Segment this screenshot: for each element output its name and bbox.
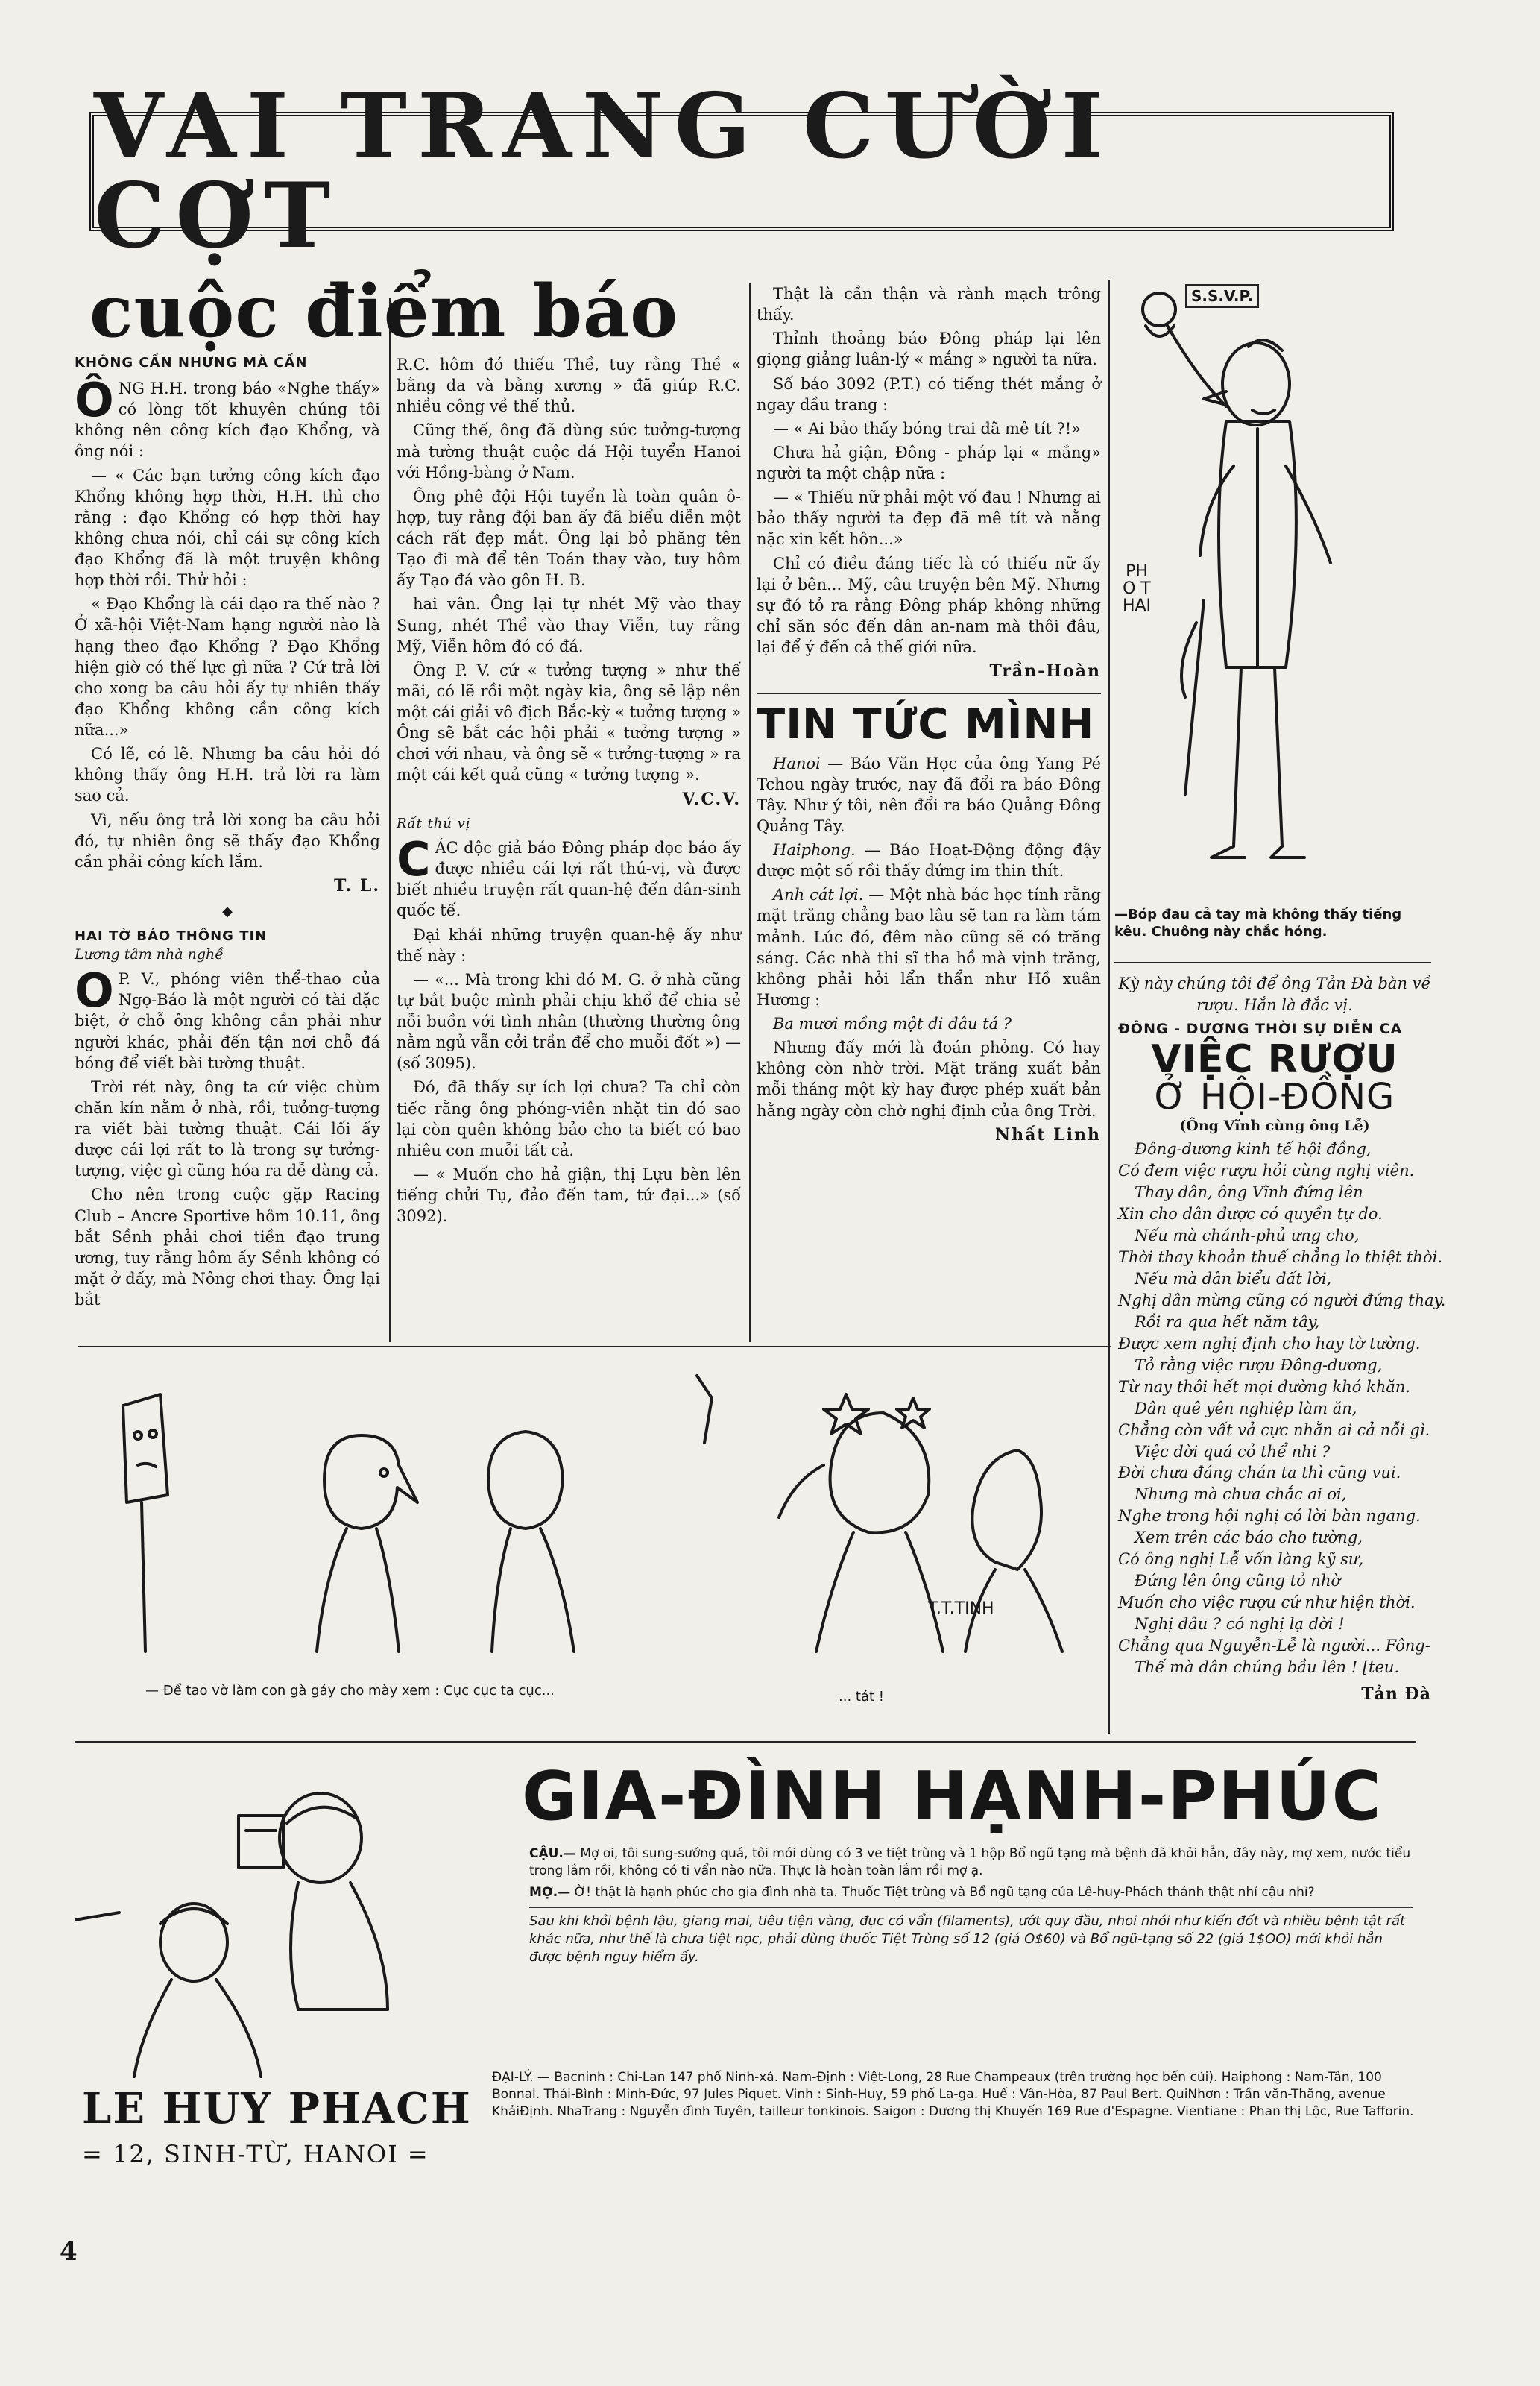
- poem-line: Có đem việc rượu hỏi cùng nghị viên.: [1118, 1161, 1415, 1180]
- page-masthead: [89, 74, 1394, 268]
- poem-subtitle: (Ông Vĩnh cùng ông Lễ): [1179, 1117, 1370, 1134]
- poem-line: Đông-dương kinh tế hội đồng,: [1135, 1139, 1372, 1158]
- dateline: Hanoi: [773, 754, 821, 772]
- column-rule: [749, 283, 751, 1342]
- paragraph: Cho nên trong cuộc gặp Racing Club – Ancre Sportive hôm 10.11, ông bắt Sềnh phải chơi tiền đạo trung ương, tuy rằng hôm ấy Sềnh không có mặt ở đấy, mà Nông chơi thay. Ông lại bắt: [75, 1186, 380, 1309]
- poem-title-1: VIỆC RƯỢU: [1151, 1036, 1398, 1082]
- paragraph: Ông phê đội Hội tuyển là toàn quân ô-hợp, tuy rằng đội ban ấy đã biểu diễn một cách rất đẹp mắt. Ông lại bỏ phăng tên Tạo đi mà để tên Toán thay vào, tuy hôm ấy Tạo đá vào gôn H. B.: [397, 487, 741, 590]
- paragraph: Vì, nếu ông trả lời xong ba câu hỏi đó, tự nhiên ông sẽ thấy đạo Khổng cần phải công kích lắm.: [75, 810, 380, 871]
- signature: V.C.V.: [682, 789, 741, 809]
- comic-strip-illustration: [78, 1353, 1107, 1666]
- paragraph: Chỉ có điều đáng tiếc là có thiếu nữ ấy lại ở bên... Mỹ, câu truyện bên Mỹ. Nhưng sự đó tỏ ra rằng Đông pháp không những chỉ săn sóc đến dân an-nam mà thôi đâu, lại để ý đến cả thế giới nữa.: [757, 554, 1101, 656]
- poem-lines: [1118, 1139, 1446, 1678]
- speaker-label: MỢ.—: [529, 1884, 571, 1900]
- paragraph: — « Ai bảo thấy bóng trai đã mê tít ?!»: [773, 419, 1081, 438]
- dialogue-line: Mợ ơi, tôi sung-sướng quá, tôi mới dùng có 3 ve tiệt trùng và 1 hộp Bổ ngũ tạng mà bệnh đã khỏi hẳn, đây này, mợ xem, nước tiểu trong lắm rồi, không có ti vẩn nào nữa. Thực là hoàn toàn lắm rồi mợ ạ.: [529, 1846, 1411, 1878]
- paragraph: Thỉnh thoảng báo Đông pháp lại lên giọng giảng luân-lý « mắng » người ta nữa.: [757, 330, 1101, 369]
- poem-line: Việc đời quá cỏ thể nhi ?: [1135, 1442, 1331, 1461]
- poem-line: Rồi ra qua hết năm tây,: [1135, 1312, 1320, 1331]
- artist-signature: PHO THAI: [1122, 562, 1152, 616]
- section-subkicker: Lương tâm nhà nghề: [75, 945, 224, 963]
- paragraph: Chưa hả giận, Đông - pháp lại « mắng» người ta một chập nữa :: [757, 443, 1101, 482]
- paragraph: NG H.H. trong báo «Nghe thấy» có lòng tốt khuyên chúng tôi không nên công kích đạo Khổng, và ông nói :: [75, 380, 380, 461]
- signature: Tản Đà: [1361, 1684, 1431, 1704]
- poem-line: Tỏ rằng việc rượu Đông-dương,: [1135, 1356, 1383, 1374]
- paragraph: — « Muốn cho hả giận, thị Lựu bèn lên tiếng chửi Tụ, đảo đến tam, tứ đại...» (số 3092).: [397, 1165, 741, 1226]
- brand-name: LE HUY PHACH: [82, 2084, 472, 2133]
- section-rule: [1114, 962, 1431, 963]
- poem-line: Đời chưa đáng chán ta thì cũng vui.: [1118, 1464, 1401, 1482]
- poem-line: Nếu mà chánh-phủ ưng cho,: [1135, 1226, 1360, 1244]
- paragraph: R.C. hôm đó thiếu Thề, tuy rằng Thề « bằng da và bằng xương » đã giúp R.C. nhiều công về thế thủ.: [397, 356, 741, 416]
- column-3: [757, 283, 1101, 1146]
- poem-column: [1118, 973, 1446, 1704]
- section-kicker: KHÔNG CẦN NHƯNG MÀ CẦN: [75, 355, 308, 371]
- poem-intro: Kỳ này chúng tôi để ông Tản Đà bàn về rượu. Hắn là đắc vị.: [1118, 975, 1431, 1014]
- poem-kicker: ĐÔNG - DƯƠNG THỜI SỰ DIỄN CA: [1118, 1020, 1403, 1037]
- drop-cap: Ô: [75, 373, 114, 428]
- bottom-cartoon: [78, 1353, 1107, 1734]
- paragraph: Có lẽ, có lẽ. Nhưng ba câu hỏi đó không thấy ông H.H. trả lời ra làm sao cả.: [75, 745, 380, 805]
- divider: [757, 693, 1101, 696]
- page-number: 4: [60, 2237, 78, 2267]
- signature: T. L.: [334, 875, 380, 895]
- column-rule: [1108, 280, 1110, 1734]
- ad-dialogue: [529, 1845, 1413, 1967]
- poem-line: Nghe trong hội nghị có lời bàn ngang.: [1118, 1507, 1421, 1526]
- dialogue-line: Ờ! thật là hạnh phúc cho gia đình nhà ta. Thuốc Tiệt trùng và Bổ ngũ tạng của Lê-huy-Phách thánh thật nhỉ cậu nhỉ?: [574, 1884, 1315, 1900]
- paragraph: Đó, đã thấy sự ích lợi chưa? Ta chỉ còn tiếc rằng ông phóng-viên nhặt tin đó sao lại còn quên không bảo cho ta biết có bao nhiêu con muỗi tất cả.: [397, 1078, 741, 1159]
- comic-caption-1: — Để tao vờ làm con gà gáy cho mày xem : Cục cục ta cục...: [145, 1683, 555, 1699]
- drop-cap: C: [397, 832, 431, 887]
- paragraph: Trời rét này, ông ta cứ việc chùm chăn kín nằm ở nhà, rồi, tưởng-tượng ra viết bài tường thuật. Cái lối ấy được cái lợi rất to là trong sự tưởng-tượng, việc gì cũng hóa ra dễ dàng cả.: [75, 1077, 380, 1180]
- poem-line: Dân quê yên nghiệp làm ăn,: [1135, 1399, 1357, 1417]
- poem-line: Nếu mà dân biểu đất lời,: [1135, 1269, 1332, 1288]
- poem-line: Thời thay khoản thuế chẳng lo thiệt thòi.: [1118, 1247, 1442, 1266]
- paragraph: — «... Mà trong khi đó M. G. ở nhà cũng tự bắt buộc mình phải chịu khổ để chia sẻ nỗi buồn với tình nhân (thường thường ông nằm ngủ vẫn cởi trần để cho muỗi đốt ») — (số 3095).: [397, 970, 741, 1073]
- section-rule: [75, 1741, 1416, 1743]
- paragraph: — Báo Hoạt-Động động đậy được một số rồi thấy đứng im thin thít.: [757, 841, 1101, 881]
- ad-dealers: ĐẠI-LÝ. — Bacninh : Chi-Lan 147 phố Ninh-xá. Nam-Định : Việt-Long, 28 Rue Champeaux (trên trường học bến củi). Haiphong : Nam-Tân, 100 Bonnal. Thái-Bình : Minh-Đức, 97 Jules Piquet. Vinh : Sinh-Huy, 59 phố La-ga. Huế : Vân-Hòa, 87 Paul Bert. QuiNhơn : Trần văn-Thăng, avenue KhảiĐịnh. NhaTrang : Nguyễn đình Tuyên, tailleur tonkinois. Saigon : Dương thị Khuyến 169 Rue d'Espagne. Vientiane : Phan thị Lộc, Rue Tafforin.: [492, 2070, 1414, 2119]
- dateline: Anh cát lợi.: [773, 886, 864, 904]
- article-title: cuộc điểm báo: [89, 269, 679, 353]
- couple-illustration: [75, 1763, 522, 2084]
- paragraph: ÁC độc giả báo Đông pháp đọc báo ấy được nhiều cái lợi rất thú-vị, và được biết nhiều truyện rất quan-hệ đến dân-sinh quốc tế.: [397, 839, 741, 920]
- section-rule: [78, 1346, 1111, 1347]
- paragraph: Đại khái những truyện quan-hệ ấy như thế này :: [397, 925, 741, 965]
- poem-line: Chẳng qua Nguyễn-Lễ là người... Fông-: [1118, 1637, 1430, 1655]
- brand-address: = 12, SINH-TỪ, HANOI =: [82, 2140, 429, 2168]
- column-2: [397, 354, 741, 1230]
- poem-line: Nghị đâu ? có nghị lạ đời !: [1135, 1615, 1345, 1634]
- masthead-title: VAI TRANG CƯỜI CỢT: [94, 74, 1114, 268]
- quote: Ba mươi mồng một đi đâu tá ?: [773, 1015, 1012, 1033]
- paragraph: — « Thiếu nữ phải một vố đau ! Nhưng ai bảo thấy người ta đẹp đã mê tít và nằng nặc xin kết hôn...»: [757, 488, 1101, 549]
- ad-title: GIA-ĐÌNH HẠNH-PHÚC: [522, 1757, 1383, 1836]
- column-1: [75, 354, 380, 1313]
- poem-title-2: Ở HỘI-ĐỒNG: [1154, 1075, 1395, 1118]
- ad-body: Sau khi khỏi bệnh lậu, giang mai, tiêu tiện vàng, đục có vẩn (filaments), ướt quy đầu, nhoi nhói như kiến đốt và nhiều bệnh tật rất khác nữa, như thế là chưa tiệt nọc, phải dùng thuốc Tiệt Trùng số 12 (giá O$60) và Bổ ngũ-tạng số 22 (giá 1$OO) mới khỏi hẳn được bệnh nguy hiểm ấy.: [529, 1913, 1406, 1965]
- poem-line: Được xem nghị định cho hay tờ tường.: [1118, 1334, 1421, 1353]
- paragraph: — Báo Văn Học của ông Yang Pé Tchou ngày trước, nay đã đổi ra báo Đông Tây. Như ý tôi, nên đổi ra báo Quảng Đông Quảng Tây.: [757, 754, 1101, 835]
- drop-cap: O: [75, 963, 114, 1019]
- poem-line: Xin cho dân được có quyền tự do.: [1118, 1204, 1383, 1223]
- poem-line: Nghị dân mừng cũng có người đứng thay.: [1118, 1291, 1446, 1309]
- paragraph: — « Các bạn tưởng công kích đạo Khổng không hợp thời, H.H. thì cho rằng : đạo Khổng có hợp thời hay không chưa nói, chỉ cái sự công kích đạo Khổng đã là một truyện không hợp thời rồi. Thử hỏi :: [75, 466, 380, 590]
- poem-line: Thế mà dân chúng bầu lên ! [teu.: [1135, 1658, 1400, 1677]
- right-cartoon-caption: —Bóp đau cả tay mà không thấy tiếng kêu. Chuông này chắc hỏng.: [1114, 907, 1402, 940]
- ornament: ◆: [222, 904, 233, 920]
- paragraph: Ông P. V. cứ « tưởng tượng » như thế mãi, có lẽ rồi một ngày kia, ông sẽ lập nên một cái giải vô địch Bắc-kỳ « tưởng tượng » Ông sẽ bắt các hội phải « tưởng tượng » chơi với nhau, và ông sẽ « tưởng-tượng » ra một cái kết quả cũng « tưởng tượng ».: [397, 661, 741, 784]
- advertisement: [75, 1748, 1416, 2211]
- poem-line: Có ông nghị Lễ vốn làng kỹ sư,: [1118, 1550, 1364, 1569]
- section-kicker: HAI TỜ BÁO THÔNG TIN: [75, 928, 268, 944]
- ssvp-badge: S.S.V.P.: [1185, 284, 1259, 308]
- paragraph: Số báo 3092 (P.T.) có tiếng thét mắng ở ngay đầu trang :: [757, 374, 1101, 414]
- dateline: Haiphong.: [773, 841, 856, 860]
- paragraph: P. V., phóng viên thể-thao của Ngọ-Báo là một người có tài đặc biệt, ở chỗ ông không cần phải như người khác, phải đến tận nơi chỗ đá bóng để viết bài tường thuật.: [75, 970, 380, 1072]
- artist-signature: T.T.TINH: [928, 1599, 994, 1618]
- paragraph: hai vân. Ông lại tự nhét Mỹ vào thay Sung, nhét Thề vào thay Viễn, tuy rằng Mỹ, Viễn hôm đó có đá.: [397, 595, 741, 655]
- signature: Nhất Linh: [995, 1124, 1101, 1145]
- poem-line: Từ nay thôi hết mọi đường khó khăn.: [1118, 1377, 1411, 1396]
- poem-line: Xem trên các báo cho tường,: [1135, 1529, 1363, 1547]
- speaker-label: CẬU.—: [529, 1846, 576, 1861]
- right-cartoon: [1114, 280, 1431, 936]
- section-kicker: Rất thú vị: [397, 815, 471, 831]
- poem-line: Thay dân, ông Vĩnh đứng lên: [1135, 1183, 1363, 1201]
- column-rule: [389, 298, 391, 1342]
- tin-tuc-title: TIN TỨC MÌNH: [757, 699, 1095, 749]
- poem-line: Đứng lên ông cũng tỏ nhờ: [1135, 1572, 1341, 1590]
- paragraph: Nhưng đấy mới là đoán phỏng. Có hay không còn nhờ trời. Mặt trăng xuất bản mỗi tháng một kỳ hay được phép xuất bản hằng ngày còn chờ nghị định của ông Trời.: [757, 1039, 1101, 1120]
- bell-ringer-illustration: [1114, 280, 1431, 921]
- signature: Trần-Hoàn: [989, 661, 1101, 682]
- paragraph: Thật là cần thận và rành mạch trông thấy.: [757, 285, 1101, 324]
- poem-line: Chẳng còn vất vả cực nhằn ai cả nỗi gì.: [1118, 1420, 1430, 1439]
- paragraph: — Một nhà bác học tính rằng mặt trăng chẳng bao lâu sẽ tan ra làm tám mảnh. Lúc đó, đêm nào cũng sẽ có trăng sáng. Các nhà thi sĩ tha hồ mà vịnh trăng, không phải hỏi lẩn thẩn như Hồ xuân Hương :: [757, 886, 1101, 1009]
- poem-line: Nhưng mà chưa chắc ai ơi,: [1135, 1485, 1347, 1504]
- comic-caption-2: ... tát !: [839, 1689, 884, 1704]
- paragraph: Cũng thế, ông đã dùng sức tưởng-tượng mà tường thuật cuộc đá Hội tuyển Hanoi với Hồng-bàng ở Nam.: [397, 421, 741, 482]
- paragraph: « Đạo Khổng là cái đạo ra thế nào ? Ở xã-hội Việt-Nam hạng người nào là hạng theo đạo Khổng ? Đạo Khổng hiện giờ có thế lực gì nữa ? Cứ trả lời cho xong ba câu hỏi ấy tự nhiên thấy đạo Khổng không cần công kích nữa...»: [75, 595, 380, 740]
- poem-line: Muốn cho việc rượu cứ như hiện thời.: [1118, 1593, 1416, 1612]
